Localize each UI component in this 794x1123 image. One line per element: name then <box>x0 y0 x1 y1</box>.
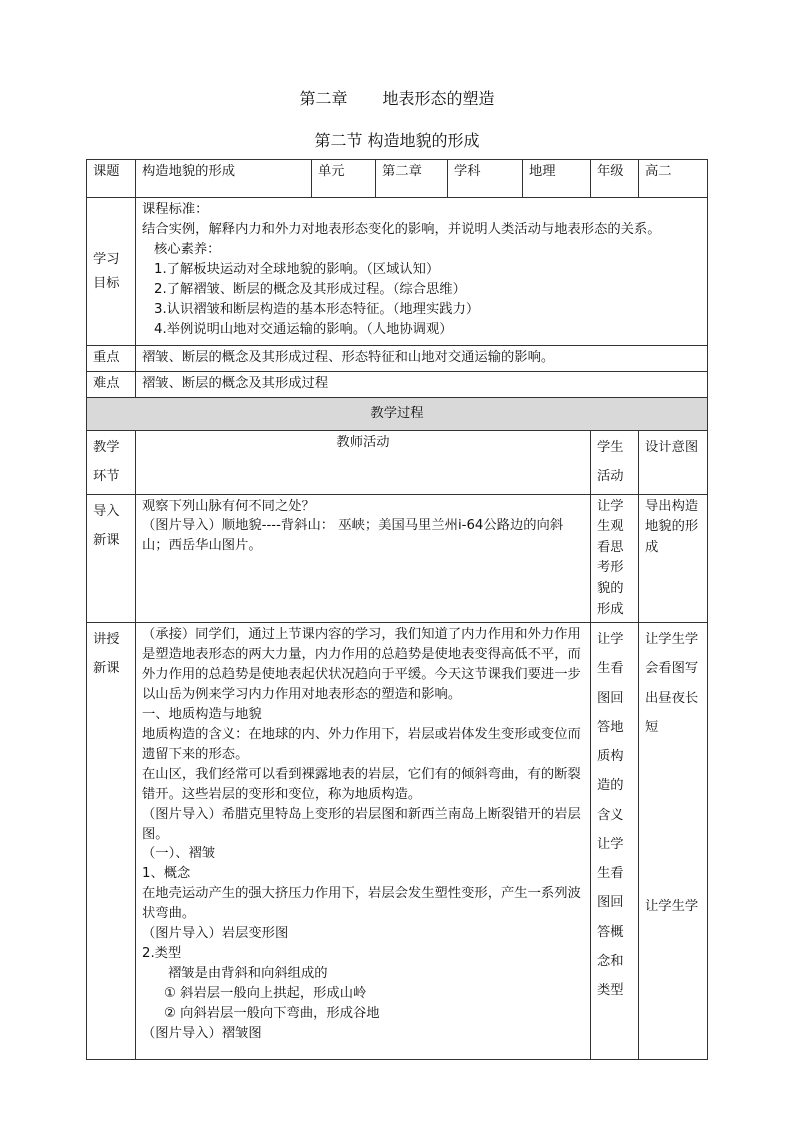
lecture-student <box>591 623 639 1060</box>
grade-value: 高二 <box>639 160 708 198</box>
process-columns-row <box>87 431 708 495</box>
intro-teacher <box>136 494 591 623</box>
topic-label: 课题 <box>87 160 136 198</box>
goal-line: 课程标准： <box>142 202 209 217</box>
goals-label: 学习目标 <box>87 198 136 346</box>
unit-label: 单元 <box>312 160 376 198</box>
lecture-line: ② 向斜岩层一般向下弯曲，形成谷地 <box>164 1005 380 1021</box>
lecture-line: 地质构造的含义：在地球的内、外力作用下，岩层或岩体发生变形或变位而遗留下来的形态。 <box>142 726 581 762</box>
col-design: 设计意图 <box>639 431 708 495</box>
lecture-student-b: 让学生看图回答概念和类型 <box>597 836 624 999</box>
lecture-line: ① 斜岩层一般向上拱起，形成山岭 <box>164 986 367 1002</box>
goal-line: 2.了解褶皱、断层的概念及其形成过程。（综合思维） <box>154 281 466 297</box>
goal-line: 3.认识褶皱和断层构造的基本形态特征。（地理实践力） <box>154 301 480 317</box>
goal-line: 1.了解板块运动对全球地貌的影响。（区域认知） <box>154 261 440 277</box>
lecture-line: 1、概念 <box>142 866 191 882</box>
lecture-design <box>639 623 708 1060</box>
difficult-row <box>87 372 708 398</box>
topic-value: 构造地貌的形成 <box>136 160 312 198</box>
lecture-line: 在地壳运动产生的强大挤压力作用下，岩层会发生塑性变形，产生一系列波状弯曲。 <box>142 886 581 922</box>
lecture-line: （图片导入）岩层变形图 <box>142 926 289 942</box>
process-title: 教学过程 <box>87 398 708 431</box>
intro-line: （图片导入）顺地貌----背斜山： 巫峡；美国马里兰州i-64公路边的向斜山；西岳华山图片。 <box>142 518 564 554</box>
chapter-title: 第二章 地表形态的塑造 <box>299 89 495 108</box>
col-stage: 教学环节 <box>87 431 136 495</box>
col-teacher: 教师活动 <box>136 431 591 495</box>
lecture-line: （一）、褶皱 <box>142 846 216 862</box>
lecture-stage: 讲授新课 <box>87 623 136 1060</box>
lecture-line: 2.类型 <box>142 946 182 962</box>
grade-label: 年级 <box>591 160 639 198</box>
lesson-plan-table <box>86 159 708 1060</box>
col-student: 学生活动 <box>591 431 639 495</box>
lecture-line: （承接）同学们，通过上节课内容的学习，我们知道了内力作用和外力作用是塑造地表形态的两大力量，内力作用的总趋势是使地表变得高低不平，而外力作用的总趋势是使地表起伏状况趋向于平缓。今天这节课我们要进一步以山岳为例来学习内力作用对地表形态的塑造和影响。 <box>142 627 581 702</box>
process-header-row <box>87 398 708 431</box>
info-row <box>87 160 708 198</box>
intro-student: 让学生观看思考形貌的形成 <box>591 494 639 623</box>
unit-value: 第二章 <box>376 160 448 198</box>
key-text: 褶皱、断层的概念及其形成过程、形态特征和山地对交通运输的影响。 <box>136 346 708 372</box>
key-row <box>87 346 708 372</box>
lecture-line: 褶皱是由背斜和向斜组成的 <box>168 966 328 982</box>
goals-content <box>136 198 708 346</box>
lecture-line: 一、地质构造与地貌 <box>142 706 262 722</box>
lecture-student-a: 让学生看图回答地质构造的含义 <box>597 632 624 823</box>
lecture-line: 在山区，我们经常可以看到裸露地表的岩层，它们有的倾斜弯曲，有的断裂错开。这些岩层的变形和变位，称为地质构造。 <box>142 766 581 802</box>
subject-label: 学科 <box>448 160 523 198</box>
goals-row <box>87 198 708 346</box>
intro-stage: 导入新课 <box>87 494 136 623</box>
subject-value: 地理 <box>523 160 591 198</box>
section-title: 第二节 构造地貌的形成 <box>314 131 480 150</box>
intro-line: 观察下列山脉有何不同之处？ <box>142 498 315 514</box>
goal-line: 结合实例，解释内力和外力对地表形态变化的影响，并说明人类活动与地表形态的关系。 <box>142 221 661 237</box>
lecture-line: （图片导入）希腊克里特岛上变形的岩层图和新西兰南岛上断裂错开的岩层图。 <box>142 806 581 842</box>
intro-row <box>87 494 708 623</box>
difficult-text: 褶皱、断层的概念及其形成过程 <box>136 372 708 398</box>
goal-line: 核心素养： <box>154 241 221 257</box>
lecture-line: （图片导入）褶皱图 <box>142 1025 262 1041</box>
difficult-label: 难点 <box>87 372 136 398</box>
key-label: 重点 <box>87 346 136 372</box>
lecture-teacher <box>136 623 591 1060</box>
lecture-design-b: 让学生学 <box>645 899 699 915</box>
goal-line: 4.举例说明山地对交通运输的影响。（人地协调观） <box>154 321 453 337</box>
intro-design: 导出构造地貌的形成 <box>639 494 708 623</box>
lecture-design-a: 让学生学会看图写出昼夜长短 <box>645 632 699 735</box>
lecture-row <box>87 623 708 1060</box>
